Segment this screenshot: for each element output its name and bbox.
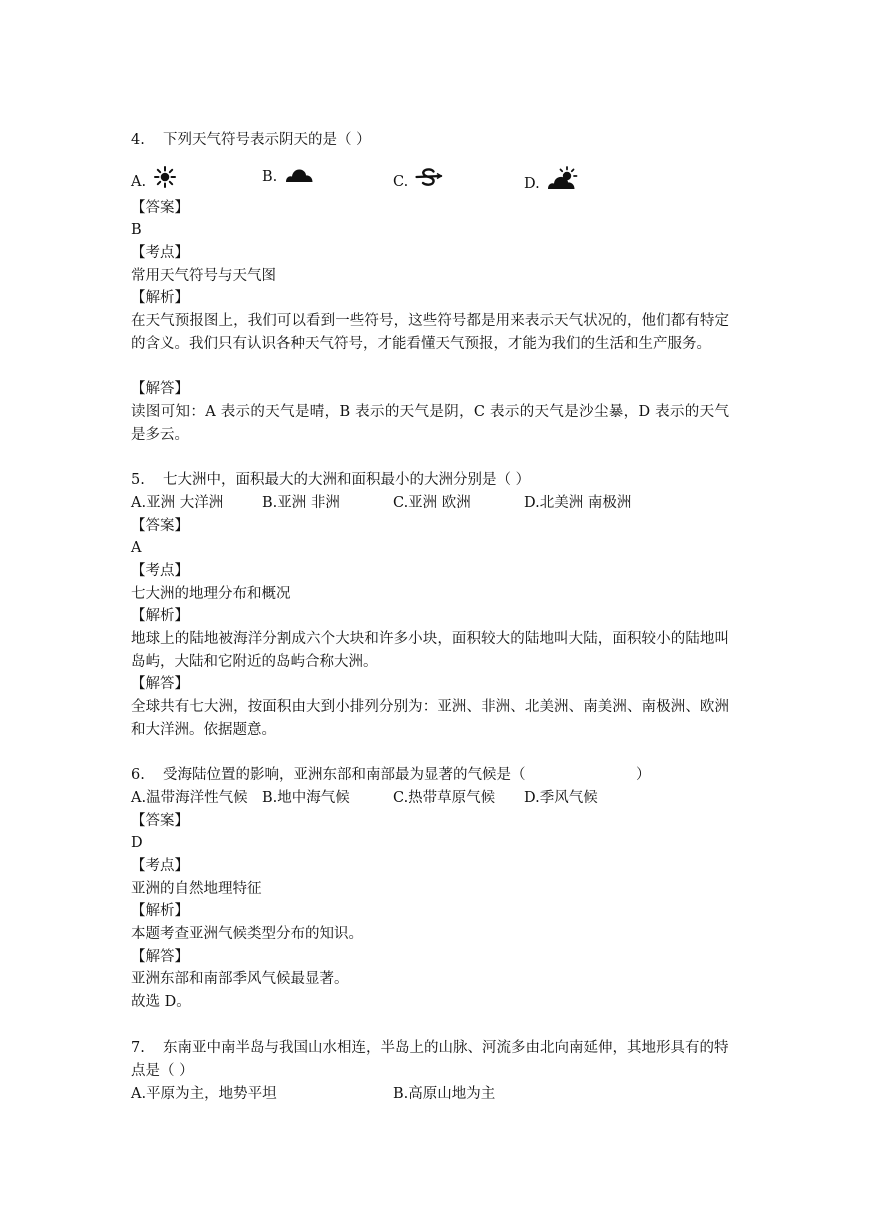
conclusion-text: 故选 D。: [131, 994, 191, 1010]
question-4-stem: [131, 129, 371, 151]
option-a: [131, 166, 177, 193]
option-b: B.亚洲 非洲: [262, 495, 340, 511]
option-b: [262, 166, 314, 188]
option-b: B.地中海气候: [262, 790, 350, 806]
question-number: 7.: [131, 1040, 145, 1056]
analysis-text: 在天气预报图上，我们可以看到一些符号，这些符号都是用来表示天气状况的，他们都有特定的含义。我们只有认识各种天气符号，才能看懂天气预报，才能为我们的生活和生产服务。: [131, 313, 729, 352]
answer-value: B: [131, 222, 142, 238]
option-a: A.温带海洋性气候: [131, 790, 248, 806]
point-text: 七大洲的地理分布和概况: [131, 586, 291, 602]
solution-text: 全球共有七大洲，按面积由大到小排列分别为：亚洲、非洲、北美洲、南美洲、南极洲、欧洲和大洋洲。依据题意。: [131, 699, 729, 738]
option-c: [393, 166, 443, 193]
option-c: C.亚洲 欧洲: [393, 495, 471, 511]
sandstorm-icon: [415, 166, 443, 188]
answer-heading: 【答案】: [131, 200, 189, 216]
option-letter: B.: [262, 169, 278, 185]
overcast-cloud-icon: [284, 167, 314, 183]
point-heading: 【考点】: [131, 563, 189, 579]
cloudy-sun-icon: [546, 166, 578, 190]
question-text: 七大洲中，面积最大的大洲和面积最小的大洲分别是（ ）: [163, 472, 531, 488]
answer-value: A: [131, 540, 142, 556]
option-a: A.亚洲 大洋洲: [131, 495, 224, 511]
analysis-heading: 【解析】: [131, 608, 189, 624]
analysis-heading: 【解析】: [131, 903, 189, 919]
question-text: 东南亚中南半岛与我国山水相连，半岛上的山脉、河流多由北向南延伸，其地形具有的特点是（ ）: [131, 1040, 729, 1079]
option-a: A.平原为主，地势平坦: [131, 1086, 277, 1102]
solution-heading: 【解答】: [131, 949, 189, 965]
solution-heading: 【解答】: [131, 676, 189, 692]
option-d: D.北美洲 南极洲: [524, 495, 632, 511]
analysis-text: 地球上的陆地被海洋分割成六个大块和许多小块，面积较大的陆地叫大陆，面积较小的陆地叫岛屿，大陆和它附近的岛屿合称大洲。: [131, 631, 729, 670]
point-heading: 【考点】: [131, 245, 189, 261]
option-b: B.高原山地为主: [393, 1086, 496, 1102]
question-text: 受海陆位置的影响，亚洲东部和南部最为显著的气候是（: [163, 767, 526, 783]
option-letter: D.: [524, 176, 540, 192]
point-text: 常用天气符号与天气图: [131, 268, 276, 284]
sun-icon: [153, 166, 177, 188]
question-5-stem: [131, 469, 530, 491]
answer-value: D: [131, 835, 143, 851]
solution-text: 亚洲东部和南部季风气候最显著。: [131, 971, 349, 987]
option-letter: A.: [131, 174, 147, 190]
option-d: D.季风气候: [524, 790, 598, 806]
question-number: 4.: [131, 132, 145, 148]
answer-heading: 【答案】: [131, 813, 189, 829]
question-text: 下列天气符号表示阴天的是（ ）: [163, 132, 371, 148]
question-6-stem: [131, 764, 526, 786]
question-6-stem-close: ）: [636, 767, 651, 783]
option-d: [524, 166, 578, 195]
solution-heading: 【解答】: [131, 381, 189, 397]
point-text: 亚洲的自然地理特征: [131, 881, 262, 897]
option-letter: C.: [393, 174, 409, 190]
analysis-text: 本题考查亚洲气候类型分布的知识。: [131, 926, 363, 942]
answer-heading: 【答案】: [131, 518, 189, 534]
question-number: 5.: [131, 472, 145, 488]
analysis-heading: 【解析】: [131, 290, 189, 306]
option-c: C.热带草原气候: [393, 790, 496, 806]
question-7-stem: [131, 1037, 729, 1082]
solution-text: 读图可知：A 表示的天气是晴，B 表示的天气是阴，C 表示的天气是沙尘暴，D 表示的天气是多云。: [131, 404, 729, 443]
point-heading: 【考点】: [131, 858, 189, 874]
question-number: 6.: [131, 767, 145, 783]
